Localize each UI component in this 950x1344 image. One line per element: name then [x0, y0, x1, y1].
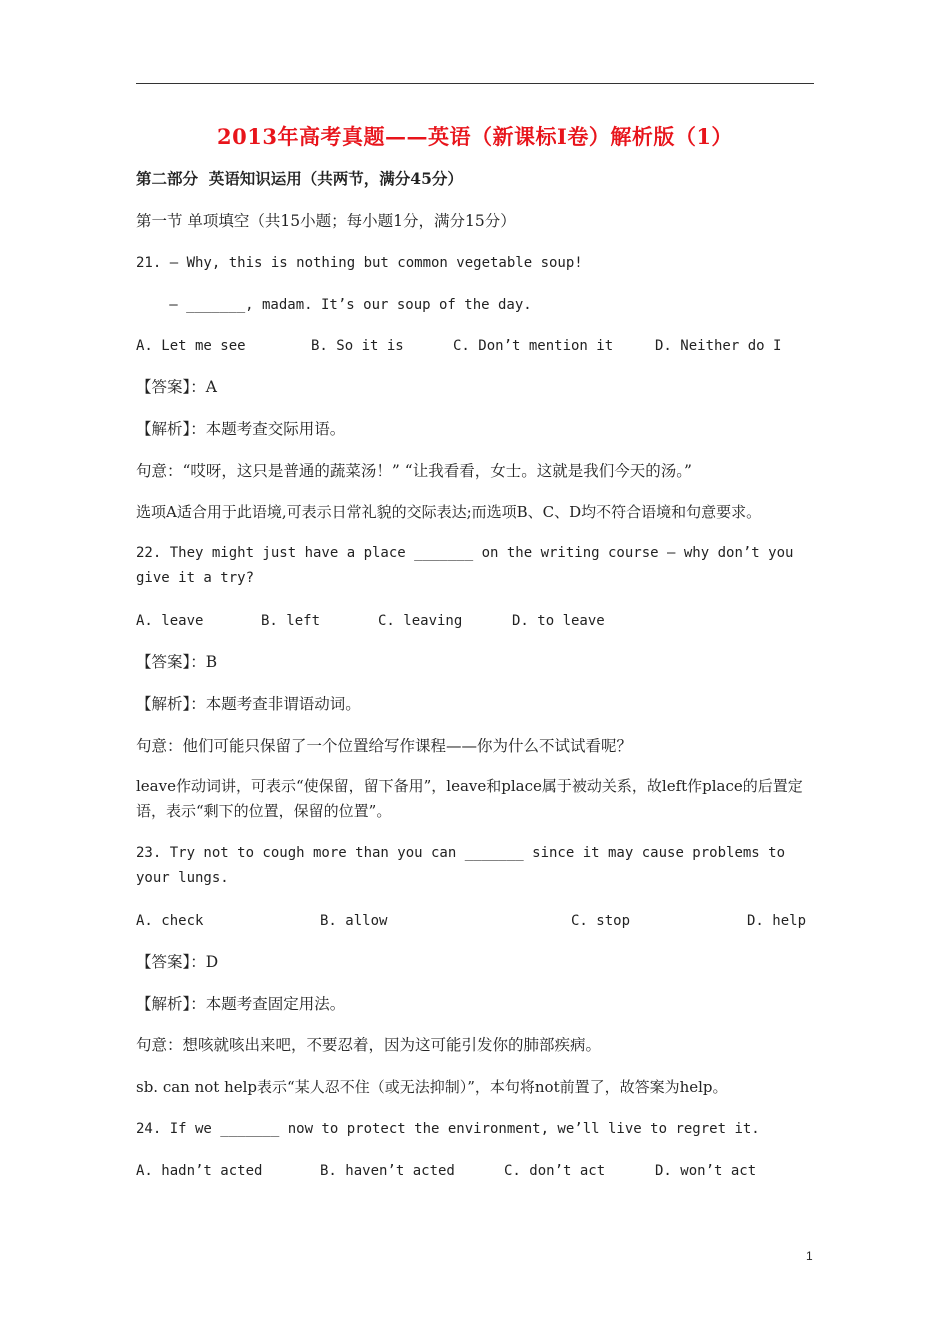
q21-meaning: 句意：“哎呀，这只是普通的蔬菜汤！” “让我看看，女士。这就是我们今天的汤。” [136, 462, 692, 480]
q21-stem-line-2: — _______, madam. It’s our soup of the day. [144, 297, 532, 313]
q23-option-d: D. help [747, 913, 807, 929]
q23-note: sb. can not help表示“某人忍不住（或无法抑制）”，本句将not前置了，故答案为help。 [136, 1078, 728, 1096]
q21-option-a: A. Let me see [136, 338, 246, 354]
q22-meaning: 句意：他们可能只保留了一个位置给写作课程——你为什么不试试看呢？ [136, 737, 633, 755]
q21-option-c: C. Don’t mention it [453, 338, 614, 354]
q23-analysis: 【解析】：本题考查固定用法。 [136, 995, 346, 1013]
q21-note: 选项A适合用于此语境,可表示日常礼貌的交际表达;而选项B、C、D均不符合语境和句意要求。 [136, 503, 762, 521]
q23-option-a: A. check [136, 913, 204, 929]
q22-option-c: C. leaving [378, 613, 463, 629]
q21-analysis: 【解析】：本题考查交际用语。 [136, 420, 346, 438]
q22-option-d: D. to leave [512, 613, 605, 629]
section-heading: 第一节 单项填空（共15小题；每小题1分，满分15分） [136, 212, 516, 230]
q23-option-c: C. stop [571, 913, 631, 929]
q23-option-b: B. allow [320, 913, 388, 929]
part-heading: 第二部分 英语知识运用（共两节，满分45分） [136, 169, 463, 188]
q23-answer: 【答案】：D [136, 953, 219, 971]
q22-stem: 22. They might just have a place _______ on the writing course — why don’t you give it a try? [136, 545, 794, 586]
q21-answer: 【答案】：A [136, 378, 217, 396]
q22-option-a: A. leave [136, 613, 204, 629]
header-rule [136, 83, 814, 84]
document-title: 2013年高考真题——英语（新课标Ⅰ卷）解析版（1） [217, 124, 733, 149]
q22-analysis: 【解析】：本题考查非谓语动词。 [136, 695, 361, 713]
q24-stem: 24. If we _______ now to protect the environment, we’ll live to regret it. [136, 1121, 760, 1137]
q23-stem: 23. Try not to cough more than you can _______ since it may cause problems to your lungs. [136, 845, 786, 886]
q24-option-a: A. hadn’t acted [136, 1163, 263, 1179]
q21-option-d: D. Neither do I [655, 338, 782, 354]
q24-option-c: C. don’t act [504, 1163, 606, 1179]
q21-option-b: B. So it is [311, 338, 404, 354]
q22-answer: 【答案】：B [136, 653, 218, 671]
q24-option-b: B. haven’t acted [320, 1163, 455, 1179]
page-number: 1 [806, 1249, 813, 1263]
q24-option-d: D. won’t act [655, 1163, 757, 1179]
q22-note: leave作动词讲，可表示“使保留，留下备用”，leave和place属于被动关系，故left作place的后置定语，表示“剩下的位置，保留的位置”。 [136, 777, 803, 820]
q22-option-b: B. left [261, 613, 321, 629]
q23-meaning: 句意：想咳就咳出来吧，不要忍着，因为这可能引发你的肺部疾病。 [136, 1036, 602, 1054]
q21-stem-line-1: 21. — Why, this is nothing but common vegetable soup! [136, 255, 583, 271]
